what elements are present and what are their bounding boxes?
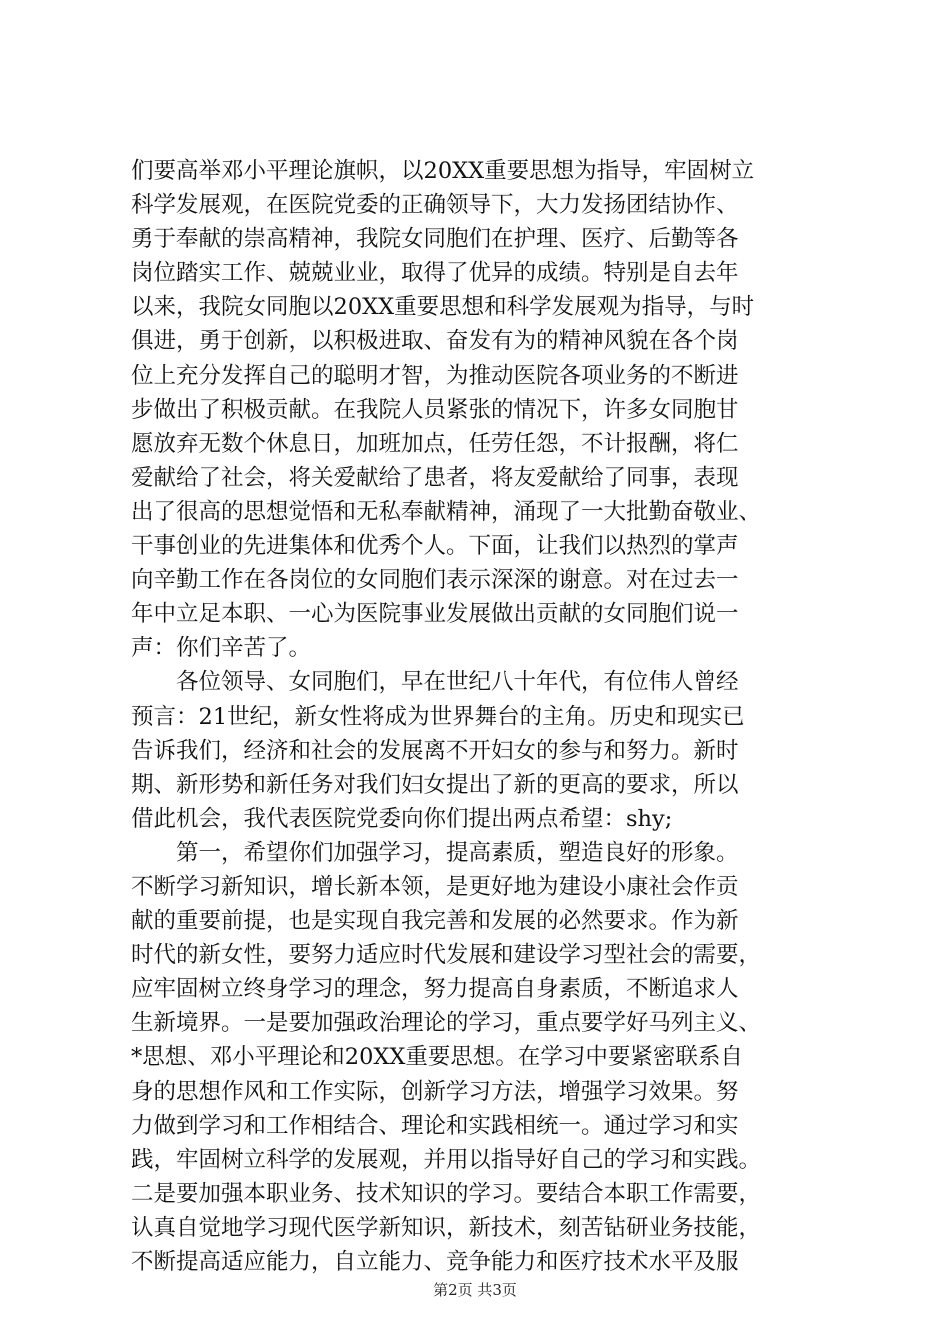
text-line: 预言：21世纪，新女性将成为世界舞台的主角。历史和现实已 — [131, 703, 745, 730]
text-line: 岗位踏实工作、兢兢业业，取得了优异的成绩。特别是自去年 — [131, 260, 739, 287]
text-line: 俱进，勇于创新，以积极进取、奋发有为的精神风貌在各个岗 — [131, 328, 739, 355]
text-line: 出了很高的思想觉悟和无私奉献精神，涌现了一大批勤奋敬业、 — [131, 498, 762, 525]
text-line: 告诉我们，经济和社会的发展离不开妇女的参与和努力。新时 — [131, 737, 739, 764]
text-line: 科学发展观，在医院党委的正确领导下，大力发扬团结协作、 — [131, 192, 739, 219]
text-line: 期、新形势和新任务对我们妇女提出了新的更高的要求，所以 — [131, 771, 739, 798]
text-line: 步做出了积极贡献。在我院人员紧张的情况下，许多女同胞甘 — [131, 396, 739, 423]
text-line: 献的重要前提，也是实现自我完善和发展的必然要求。作为新 — [131, 908, 739, 935]
text-line: 时代的新女性，要努力适应时代发展和建设学习型社会的需要， — [131, 942, 762, 969]
text-line: 应牢固树立终身学习的理念，努力提高自身素质，不断追求人 — [131, 976, 739, 1003]
text-line: 生新境界。一是要加强政治理论的学习，重点要学好马列主义、 — [131, 1010, 762, 1037]
text-line: 践，牢固树立科学的发展观，并用以指导好自己的学习和实践。 — [131, 1146, 762, 1173]
text-line: 力做到学习和工作相结合、理论和实践相统一。通过学习和实 — [131, 1112, 739, 1139]
text-line: 借此机会，我代表医院党委向你们提出两点希望：shy; — [131, 805, 673, 832]
document-body — [131, 154, 831, 1279]
text-line: 不断学习新知识，增长新本领，是更好地为建设小康社会作贡 — [131, 873, 739, 900]
text-line: 各位领导、女同胞们，早在世纪八十年代，有位伟人曾经 — [131, 669, 739, 696]
text-line: 认真自觉地学习现代医学新知识，新技术，刻苦钻研业务技能， — [131, 1214, 762, 1241]
text-line: 们要高举邓小平理论旗帜，以20XX重要思想为指导，牢固树立 — [131, 158, 755, 184]
text-line: 以来，我院女同胞以20XX重要思想和科学发展观为指导，与时 — [131, 294, 755, 321]
text-line: 向辛勤工作在各岗位的女同胞们表示深深的谢意。对在过去一 — [131, 567, 739, 594]
text-line: 愿放弃无数个休息日，加班加点，任劳任怨，不计报酬，将仁 — [131, 430, 739, 457]
text-line: 爱献给了社会，将关爱献给了患者，将友爱献给了同事，表现 — [131, 464, 739, 491]
text-line: 位上充分发挥自己的聪明才智，为推动医院各项业务的不断进 — [131, 362, 739, 389]
text-line: 身的思想作风和工作实际，创新学习方法，增强学习效果。努 — [131, 1078, 739, 1105]
text-line: 声：你们辛苦了。 — [131, 635, 312, 662]
page-footer: 第2页 共3页 — [433, 1281, 517, 1299]
text-line: 二是要加强本职业务、技术知识的学习。要结合本职工作需要， — [131, 1180, 762, 1207]
text-line: 第一，希望你们加强学习，提高素质，塑造良好的形象。 — [131, 839, 739, 866]
text-line: 勇于奉献的崇高精神，我院女同胞们在护理、医疗、后勤等各 — [131, 226, 739, 253]
text-line: 年中立足本职、一心为医院事业发展做出贡献的女同胞们说一 — [131, 601, 739, 628]
text-line: 不断提高适应能力，自立能力、竞争能力和医疗技术水平及服 — [131, 1249, 739, 1275]
text-line: 干事创业的先进集体和优秀个人。下面，让我们以热烈的掌声 — [131, 533, 739, 560]
text-line: *思想、邓小平理论和20XX重要思想。在学习中要紧密联系自 — [131, 1044, 743, 1071]
